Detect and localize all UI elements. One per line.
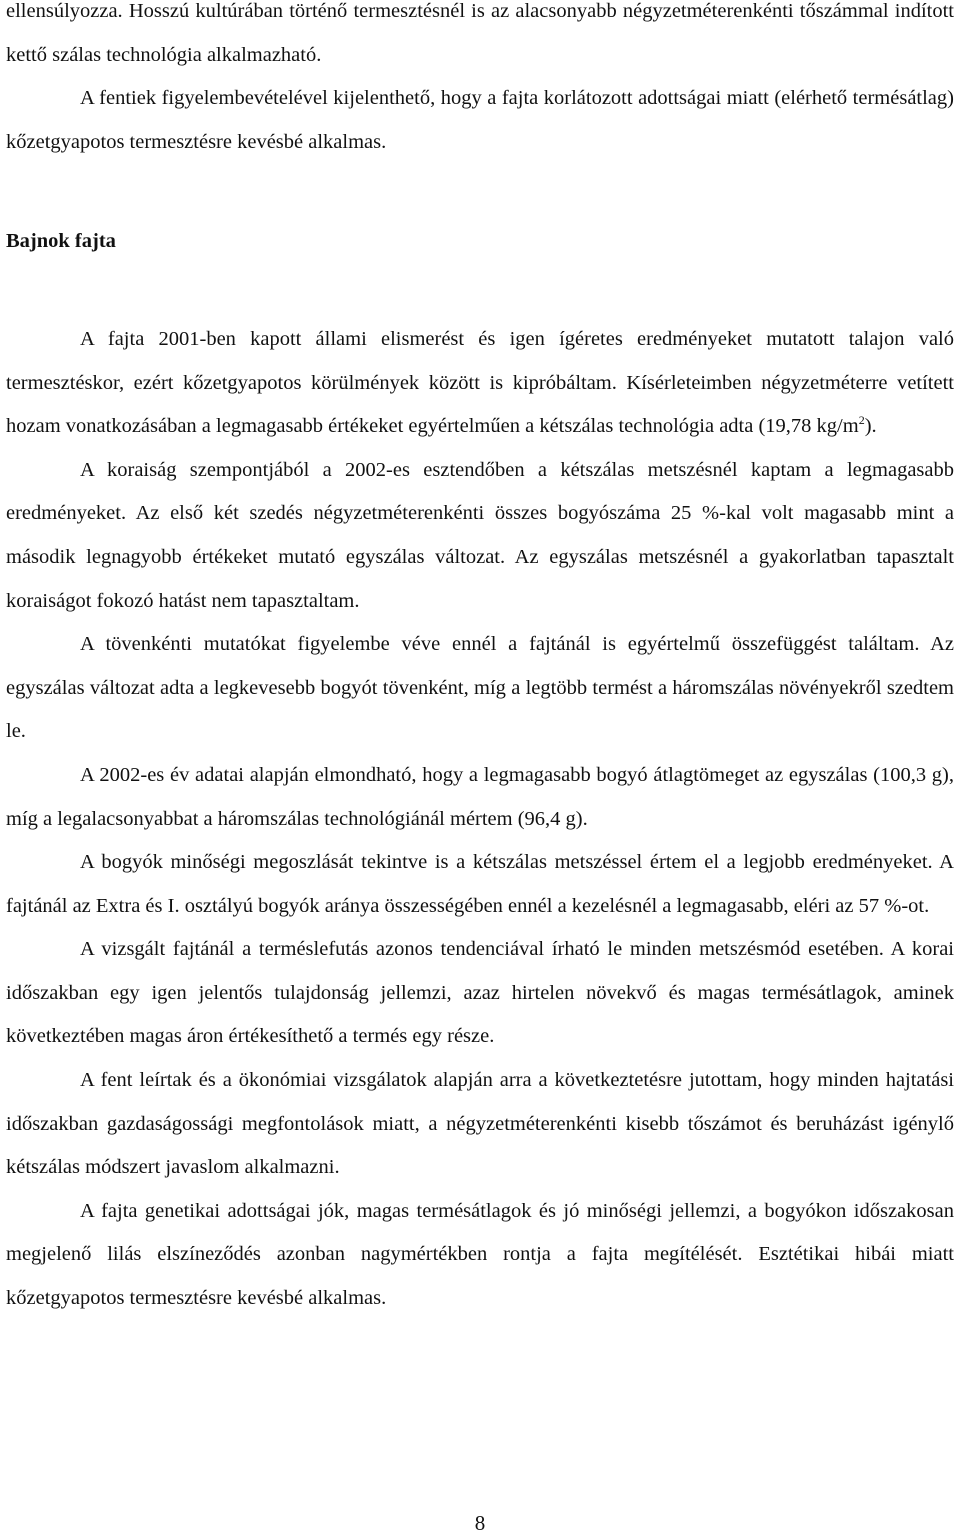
document-page [6, 0, 954, 1321]
paragraph-quality: A bogyók minőségi megoszlását tekintve is a kétszálas metszéssel értem el a legjobb eredményeket. A fajtánál az Extra és I. osztályú bogyók aránya összességében ennél a kezelésnél a legmagasabb, eléri az 57 %-ot. [6, 851, 954, 917]
paragraph-conclusion-previous: A fentiek figyelembevételével kijelenthető, hogy a fajta korlátozott adottságai miatt (elérhető termésátlag) kőzetgyapotos termesztésre kevésbé alkalmas. [6, 87, 954, 153]
paragraph-earliness: A koraiság szempontjából a 2002-es esztendőben a kétszálas metszésnél kaptam a legmagasabb eredményeket. Az első két szedés négyzetméterenkénti összes bogyószáma 25 %-kal volt magasabb mint a második legnagyobb értékeket mutató egyszálas változat. Az egyszálas metszésnél a gyakorlatban tapasztalt koraiságot fokozó hatást nem tapasztaltam. [6, 458, 954, 612]
paragraph-continuation: ellensúlyozza. Hosszú kultúrában történő termesztésnél is az alacsonyabb négyzetméterenkénti tőszámmal indított kettő szálas technológia alkalmazható. [6, 0, 954, 66]
section-heading: Bajnok fajta [6, 230, 116, 253]
page-number: 8 [474, 1511, 486, 1535]
superscript-exponent: 2 [858, 413, 865, 428]
paragraph-yield [6, 318, 954, 449]
paragraph-per-plant: A tövenkénti mutatókat figyelembe véve ennél a fajtánál is egyértelmű összefüggést találtam. Az egyszálas változat adta a legkevesebb bogyót tövenként, míg a legtöbb termést a háromszálas növényekről szedtem le. [6, 633, 954, 743]
paragraph-average-weight: A 2002-es év adatai alapján elmondható, hogy a legmagasabb bogyó átlagtömeget az egyszálas (100,3 g), míg a legalacsonyabbat a háromszálas technológiánál mértem (96,4 g). [6, 763, 954, 830]
paragraph-yield-trend: A vizsgált fajtánál a terméslefutás azonos tendenciával írható le minden metszésmód esetében. A korai időszakban egy igen jelentős tulajdonság jellemzi, azaz hirtelen növekvő és magas termésátlagok, aminek következtében magas áron értékesíthető a termés egy része. [6, 938, 954, 1048]
spacer [6, 264, 954, 318]
paragraph-genetics: A fajta genetikai adottságai jók, magas termésátlagok és jó minőségi jellemzi, a bogyókon időszakosan megjelenő lilás elszíneződés azonban nagymértékben rontja a fajta megítélését. Esztétikai hibái miatt kőzetgyapotos termesztésre kevésbé alkalmas. [6, 1199, 954, 1310]
paragraph-economics: A fent leírtak és a ökonómiai vizsgálatok alapján arra a következtetésre jutottam, hogy minden hajtatási időszakban gazdaságossági megfontolások miatt, a négyzetméterenkénti kisebb tőszámot és beruházást igénylő kétszálas módszert javaslom alkalmazni. [6, 1069, 954, 1179]
paragraph-yield-end: ). [864, 415, 877, 438]
spacer [6, 164, 954, 220]
paragraph-yield-text: A fajta 2001-ben kapott állami elismerést és igen ígéretes eredményeket mutatott talajon való termesztéskor, ezért kőzetgyapotos körülmények között is kipróbáltam. Kísérleteimben négyzetméterre vetített hozam vonatkozásában a legmagasabb értékeket egyértelműen a kétszálas technológia adta (19,78 kg/m [6, 327, 954, 438]
